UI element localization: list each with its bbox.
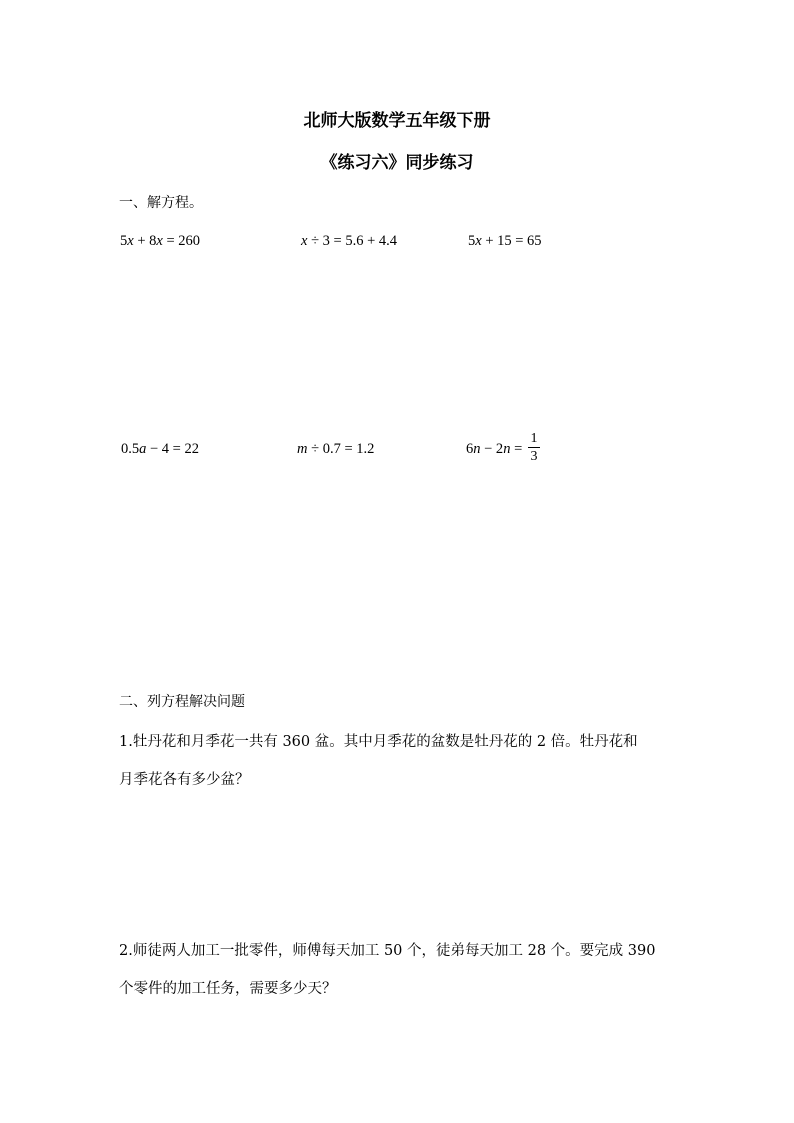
problem-line: 1.牡丹花和月季花一共有 360 盆。其中月季花的盆数是牡丹花的 2 倍。牡丹花和: [119, 734, 638, 750]
equation-3: [468, 233, 542, 250]
section2-heading: 二、列方程解决问题: [119, 694, 245, 710]
equation-part: 6: [466, 441, 474, 457]
equation-4: [121, 441, 199, 458]
fraction-numerator: 1: [530, 431, 538, 446]
document-title: 北师大版数学五年级下册: [303, 111, 491, 131]
equation-part: + 15 = 65: [481, 233, 542, 249]
equation-part: ÷ 3 = 5.6 + 4.4: [307, 233, 398, 249]
equation-part: − 4 = 22: [146, 441, 199, 457]
equation-2: [301, 233, 397, 250]
equation-variable: x: [301, 233, 308, 249]
equation-part: ÷ 0.7 = 1.2: [307, 441, 375, 457]
equation-part: + 8: [133, 233, 157, 249]
equation-variable: x: [127, 233, 134, 249]
equation-variable: x: [156, 233, 163, 249]
equation-part: − 2: [480, 441, 504, 457]
equation-5: [297, 441, 374, 458]
equation-variable: n: [503, 441, 511, 457]
equation-part: = 260: [162, 233, 200, 249]
equation-part: 0.5: [121, 441, 140, 457]
fraction-one-third: [528, 431, 540, 464]
equation-variable: a: [139, 441, 147, 457]
problem-line: 月季花各有多少盆？: [119, 772, 250, 788]
equation-1: [120, 233, 200, 250]
word-problem-2: [119, 932, 679, 1008]
problem-line: 2.师徒两人加工一批零件，师傅每天加工 50 个，徒弟每天加工 28 个。要完成 390: [119, 943, 656, 959]
word-problem-1: [119, 723, 679, 799]
fraction-bar: [528, 447, 540, 448]
document-subtitle: 《练习六》同步练习: [320, 153, 474, 173]
equation-part: 5: [120, 233, 128, 249]
section1-heading: 一、解方程。: [119, 195, 203, 211]
equation-part: =: [510, 441, 523, 457]
equation-variable: m: [297, 441, 308, 457]
fraction-denominator: 3: [530, 449, 538, 464]
equation-variable: x: [475, 233, 482, 249]
problem-line: 个零件的加工任务，需要多少天？: [119, 981, 337, 997]
equation-6: [466, 441, 522, 458]
equation-variable: n: [473, 441, 481, 457]
equation-part: 5: [468, 233, 476, 249]
